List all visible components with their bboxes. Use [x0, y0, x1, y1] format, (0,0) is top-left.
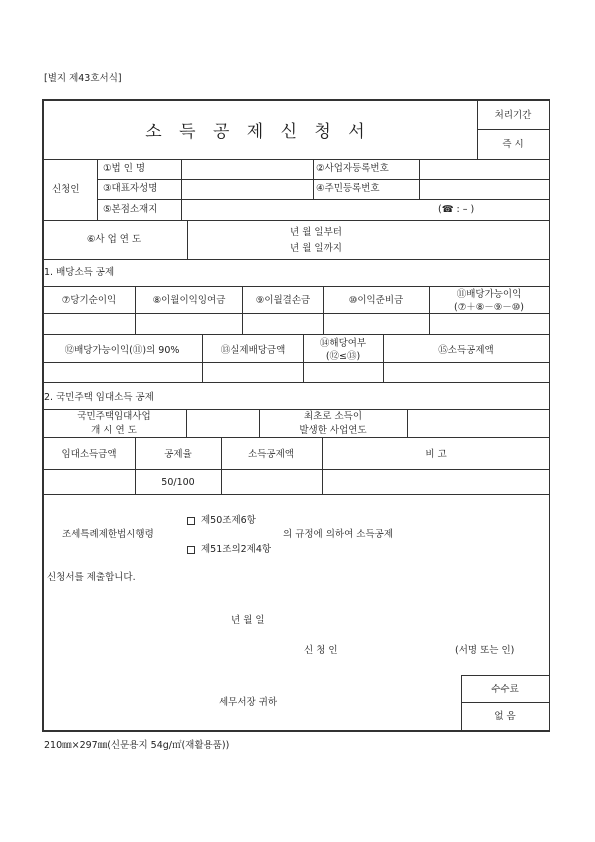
option-1-label: 제50조제6항	[201, 515, 256, 526]
remarks-label: 비 고	[425, 449, 447, 460]
frame-right	[549, 99, 550, 732]
phone-field: (☎ : – )	[438, 204, 475, 215]
submit-text: 신청서를 제출합니다.	[47, 572, 136, 583]
col-distributable-formula: (⑦＋⑧－⑨－⑩)	[454, 302, 524, 313]
resident-no-label: ④주민등록번호	[316, 183, 380, 194]
addressee: 세무서장 귀하	[219, 697, 278, 708]
option-checkbox-2[interactable]	[187, 546, 195, 554]
col-deduction-amount: ⑮소득공제액	[438, 345, 494, 356]
col-applicable-condition: (⑫≤⑬)	[325, 351, 361, 362]
option-checkbox-1[interactable]	[187, 517, 195, 525]
option-2-label: 제51조의2제4항	[201, 544, 272, 555]
form-reference: [별지 제43호서식]	[44, 73, 122, 84]
applicant-signature-label: 신 청 인	[304, 645, 338, 656]
paper-spec-footer: 210㎜×297㎜(신문용지 54g/㎡(재활용품))	[44, 740, 230, 751]
deduction-amount-label: 소득공제액	[248, 449, 294, 460]
section2-heading: 2. 국민주택 임대소득 공제	[44, 392, 154, 403]
hq-address-label: ⑤본점소재지	[103, 204, 158, 215]
fee-label: 수수료	[491, 684, 519, 695]
applicant-label: 신청인	[52, 184, 80, 195]
col-ninety-percent: ⑫배당가능이익(⑪)의 90%	[64, 345, 180, 356]
business-year-to: 년 월 일까지	[290, 243, 342, 254]
law-reference: 조세특례제한법시행령	[62, 529, 154, 540]
fee-value: 없 음	[494, 711, 516, 722]
rental-start-year-label: 국민주택임대사업	[77, 411, 151, 422]
frame-bottom	[42, 730, 550, 732]
section1-heading: 1. 배당소득 공제	[44, 267, 115, 278]
col-distributable-profit: ⑪배당가능이익	[456, 289, 522, 300]
col-applicable: ⑭해당여부	[319, 338, 367, 349]
col-actual-dividend: ⑬실제배당금액	[220, 345, 286, 356]
signature-hint: (서명 또는 인)	[455, 645, 515, 656]
rental-income-label: 임대소득금액	[61, 449, 117, 460]
first-income-year-label-2: 발생한 사업연도	[299, 425, 367, 436]
page-title: 소 득 공 제 신 청 서	[145, 122, 371, 142]
business-year-from: 년 월 일부터	[290, 227, 342, 238]
processing-period-value: 즉 시	[502, 139, 524, 150]
corp-name-label: ①법 인 명	[103, 163, 146, 174]
rental-start-year-label-2: 개 시 연 도	[91, 425, 137, 436]
deduction-rate-value: 50/100	[161, 477, 195, 488]
frame-top	[42, 99, 550, 101]
frame-left	[42, 99, 44, 732]
col-legal-reserve: ⑩이익준비금	[348, 295, 404, 306]
col-net-income: ⑦당기순이익	[61, 295, 117, 306]
col-retained-earnings: ⑧이월이익잉여금	[152, 295, 226, 306]
biz-reg-no-label: ②사업자등록번호	[316, 163, 389, 174]
col-carried-deficit: ⑨이월결손금	[255, 295, 311, 306]
clause-text: 의 규정에 의하여 소득공제	[283, 529, 394, 540]
business-year-label: ⑥사 업 연 도	[86, 234, 142, 245]
date-line: 년 월 일	[231, 615, 265, 626]
first-income-year-label: 최초로 소득이	[303, 411, 363, 422]
rep-name-label: ③대표자성명	[103, 183, 158, 194]
processing-period-label: 처리기간	[494, 110, 532, 121]
deduction-rate-label: 공제율	[164, 449, 192, 460]
